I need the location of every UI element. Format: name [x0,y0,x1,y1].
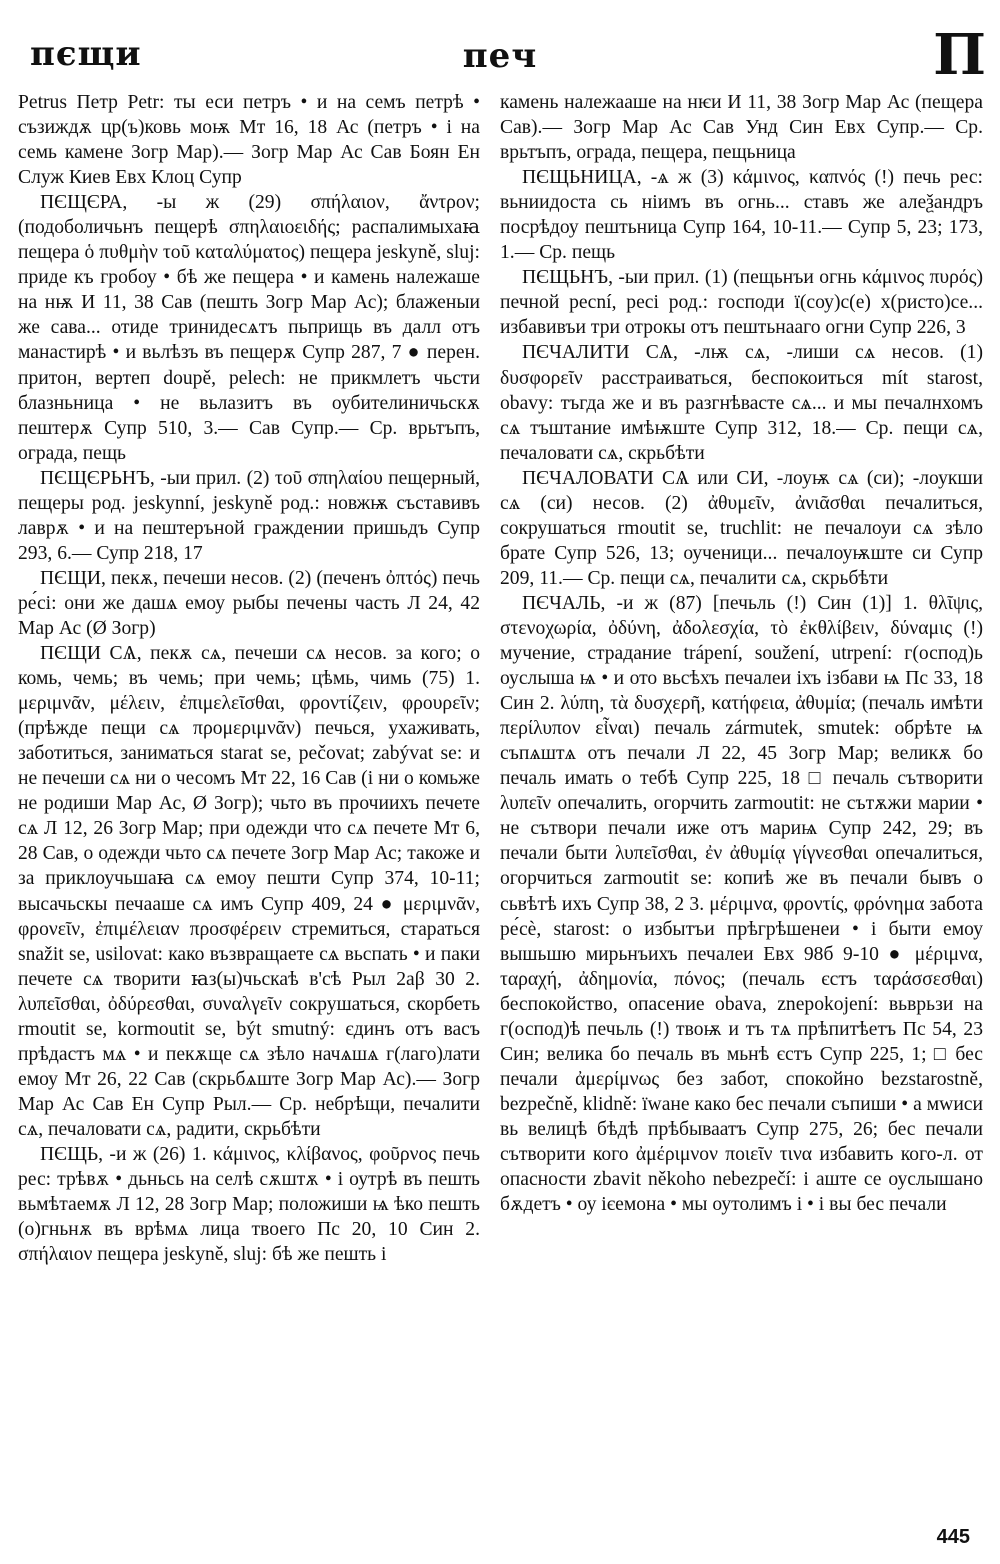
left-column [18,90,480,1267]
dictionary-entry: ПЄЩИ, пекѫ, печеши несов. (2) (печенъ ὀπτός) печь ре́сі: они же дашѧ емоу рыбы печены часть Л 24, 42 Мар Ас (Ø Зогр) [18,567,480,639]
dictionary-entry: ПЄЩЬНИЦА, -ѧ ж (3) κάμινος, καπνός (!) печь рес: вьниидоста сь ніимъ въ огнь... ставъ же алеѯандръ посрѣдоу пештьница Супр 164, 10-11.— Супр 5, 23; 173, 1.— Ср. пещь [500,167,983,264]
dictionary-entry: ПЄЩЬНЪ, -ыи прил. (1) (пещьнъи огнь κάμινος πυρός) печной pecní, peci род.: господи ї(соу)с(е) х(ристо)се... избавивъи три отрокы отъ пештьнааго огни Супр 226, 3 [500,267,983,339]
entry-continuation: Petrus Петр Petr: ты еси петръ • и на семъ петрѣ • съзиждѫ цр(ъ)ковь моѭ Мт 16, 18 Ас (петръ • і на семь камене Зогр Мар).— Зогр Мар Ас Сав Боян Ен Служ Киев Евх Клоц Супр [18,92,480,189]
running-head-left: пєщи [30,34,142,74]
page-number: 445 [936,1526,970,1548]
running-head-center: печ [462,36,538,76]
dictionary-entry: ПЄЩЬ, -и ж (26) 1. κάμινος, κλίβανος, φοῦρνος печь рес: трѣвѫ • дьньсь на селѣ сѫштѫ • і оутрѣ въ пешть вьмѣтаемѫ Л 12, 28 Зогр Мар; положиши ѩ ѣко пешть (о)гньнѫ въ врѣмѧ лица твоего Пс 20, 10 Син 2. σπήλαιον пещера jeskyně, sluj: бѣ же пешть і [18,1143,480,1266]
page-header [0,22,1000,88]
entry-continuation: камень належааше на нѥи И 11, 38 Зогр Мар Ас (пещера Сав).— Зогр Мар Ас Сав Унд Син Евх Супр.— Ср. врьтъпъ, ограда, пещера, пещьница [500,92,983,164]
dictionary-entry: ПЄЧАЛОВАТИ СѦ или СИ, -лоуѭ сѧ (си); -лоукши сѧ (си) несов. (2) ἀθυμεῖν, ἀνιᾶσθαι печалиться, сокрушаться rmoutit se, truchlit: не печалоуи сѧ зѣло брате Супр 526, 13; оученици... печалоуѭште си Супр 209, 11.— Ср. пещи сѧ, печалити сѧ, скрьбѣти [500,467,983,589]
dictionary-entry: ПЄЩЄРЬНЪ, -ыи прил. (2) τοῦ σπηλαίου пещерный, пещеры род. jeskynní, jeskyně род.: новжѭ съставивъ лаврѫ • и на пештеръной граждении пришьдъ Супр 293, 6.— Супр 218, 17 [18,467,480,564]
right-column [500,90,983,1217]
dictionary-entry: ПЄЧАЛИТИ СѦ, -лѭ сѧ, -лиши сѧ несов. (1) δυσφορεῖν расстраиваться, беспокоиться mít starost, obavy: тъгда же и въ разгнѣвасте сѧ... и мы печалнхомъ сѧ тъштание имѣѭште Супр 312, 18.— Ср. пещи сѧ, печаловати сѧ, скрьбѣти [500,342,983,464]
dictionary-entry: ПЄЩЄРА, -ы ж (29) σπήλαιον, ἄντρον; (подоболичьнъ пещерѣ σπηλαιοειδής; распалимыхаꙗ пещера ὁ πυθμὴν τοῦ καταλύματος) пещера jeskyně, sluj: приде къ гробоу • бѣ же пещера • и камень належаше на нѭ И 11, 38 Сав (пешть Зогр Мар Ас); блаженыи же сава... отиде тринидесѧтъ пьприщь въ далл отъ манастирѣ • и вьлѣзъ въ пещерѫ Супр 287, 7 ● перен. притон, вертеп doupě, pelech: не прикмлетъ чьсти блазньница • не вьлазитъ въ оубителиничьскѫ пештерѫ Супр 510, 3.— Сав Супр.— Ср. врьтъпъ, ограда, пещь [18,192,480,464]
section-letter: П [933,22,986,88]
dictionary-entry: ПЄЧАЛЬ, -и ж (87) [печьль (!) Син (1)] 1. θλῖψις, στενοχωρία, ὀδύνη, ἀδολεσχία, τὸ ἐκθλίβειν, δύναμις (!) мучение, страдание trápení, soužení, utrpení: г(оспод)ь оуслыша ѩ • и ото вьсѣхъ печалеи іхъ ізбави ѩ Пс 33, 18 Син 2. λύπη, τὰ δυσχερῆ, κατήφεια, ἀθυμία; (печаль имѣти περίλυπον εἶναι) печаль zármutek, smutek: обрѣте ѩ съпѧштѧ отъ печали Л 22, 45 Зогр Мар; великѫ бо печаль имать о тебѣ Супр 225, 18 □ печаль сътворити λυπεῖν опечалить, огорчить zarmoutit: не сътѫжи марии • не сътвори печали иже отъ мариѩ Супр 242, 29; въ печали быти λυπεῖσθαι, ἐν ἀθυμίᾳ γίγνεσθαι опечалиться, огорчиться zarmoutit se: копиѣ же въ печали бывъ о сьвѣтѣ ихъ Супр 38, 2 3. μέριμνα, φροντίς, φρόνημα забота ре́сѐ, starost: о избытъи прѣгрѣшенеи • і быти емоу вышьшю мирьнъихъ печалеи Евх 98б 9-10 ● μέριμνα, ταραχή, ἀδημονία, πόνος; (печаль єстъ ταράσσεσθαι) беспокойство, опасение obava, znepokojení: вьврьзи на г(оспод)ѣ печьль (!) твоѭ и тъ тѧ прѣпитѣетъ Пс 54, 23 Син; велика бо печаль въ мьнѣ єстъ Супр 225, 1; □ бес печали ἀμερίμνως без забот, спокойно bezstarostně, bezpečně, klidně: їwане како бес печали съпиши • а мwиси вь велицѣ бѣдѣ прѣбываатъ Супр 275, 26; бес печали сътворити кого ἀμέριμνον ποιεῖν τινα избавить кого-л. от опасности zbavit někoho nebezpečí: і аште се оуслышано бѫдетъ • оу ієемона • мы оутолимъ і • і вы бес печали [500,592,983,1216]
dictionary-entry: ПЄЩИ СѦ, пекѫ сѧ, печеши сѧ несов. за кого; о комь, чемь; въ чемь; при чемь; цѣмь, чимь (75) 1. μεριμνᾶν, μέλειν, ἐπιμελεῖσθαι, φροντίζειν, φρουρεῖν; (прѣжде пещи сѧ προμεριμνᾶν) печься, ухаживать, заботиться, заниматься starat se, pečovat; zabývat se: и не печеши сѧ ни о чесомъ Мт 22, 16 Сав (і ни о комьже не родиши Мар Ас, Ø Зогр); чьто въ прочиихъ печете сѧ Л 12, 26 Зогр Мар; при одежди что сѧ печете Мт 6, 28 Сав, о одежди чьто сѧ печете Зогр Мар Ас; такоже и за приклоучьшаꙗ сѧ емоу пешти Супр 374, 10-11; высачьскы печааше сѧ имъ Супр 409, 24 ● μεριμνᾶν, φρονεῖν, ἐπιμέλειαν προσφέρειν стремиться, стараться snažit se, usilovat: како възвращаете сѧ вьспать • и паки печете сѧ творити ꙗз(ы)чьскаѣ в'сѣ Рыл 2аβ 30 2. λυπεῖσθαι, ὀδύρεσθαι, συναλγεῖν сокрушаться, скорбеть rmoutit se, kormoutit se, být smutný: єдинъ отъ васъ прѣдастъ мѧ • и пекѫще сѧ зѣло начѧшѧ г(лаго)лати емоу Мт 26, 22 Сав (скрьбѧште Зогр Мар Ас).— Зогр Мар Ас Сав Ен Супр Рыл.— Ср. небрѣщи, печалити сѧ, печаловати сѧ, радити, скрьбѣти [18,643,480,1140]
